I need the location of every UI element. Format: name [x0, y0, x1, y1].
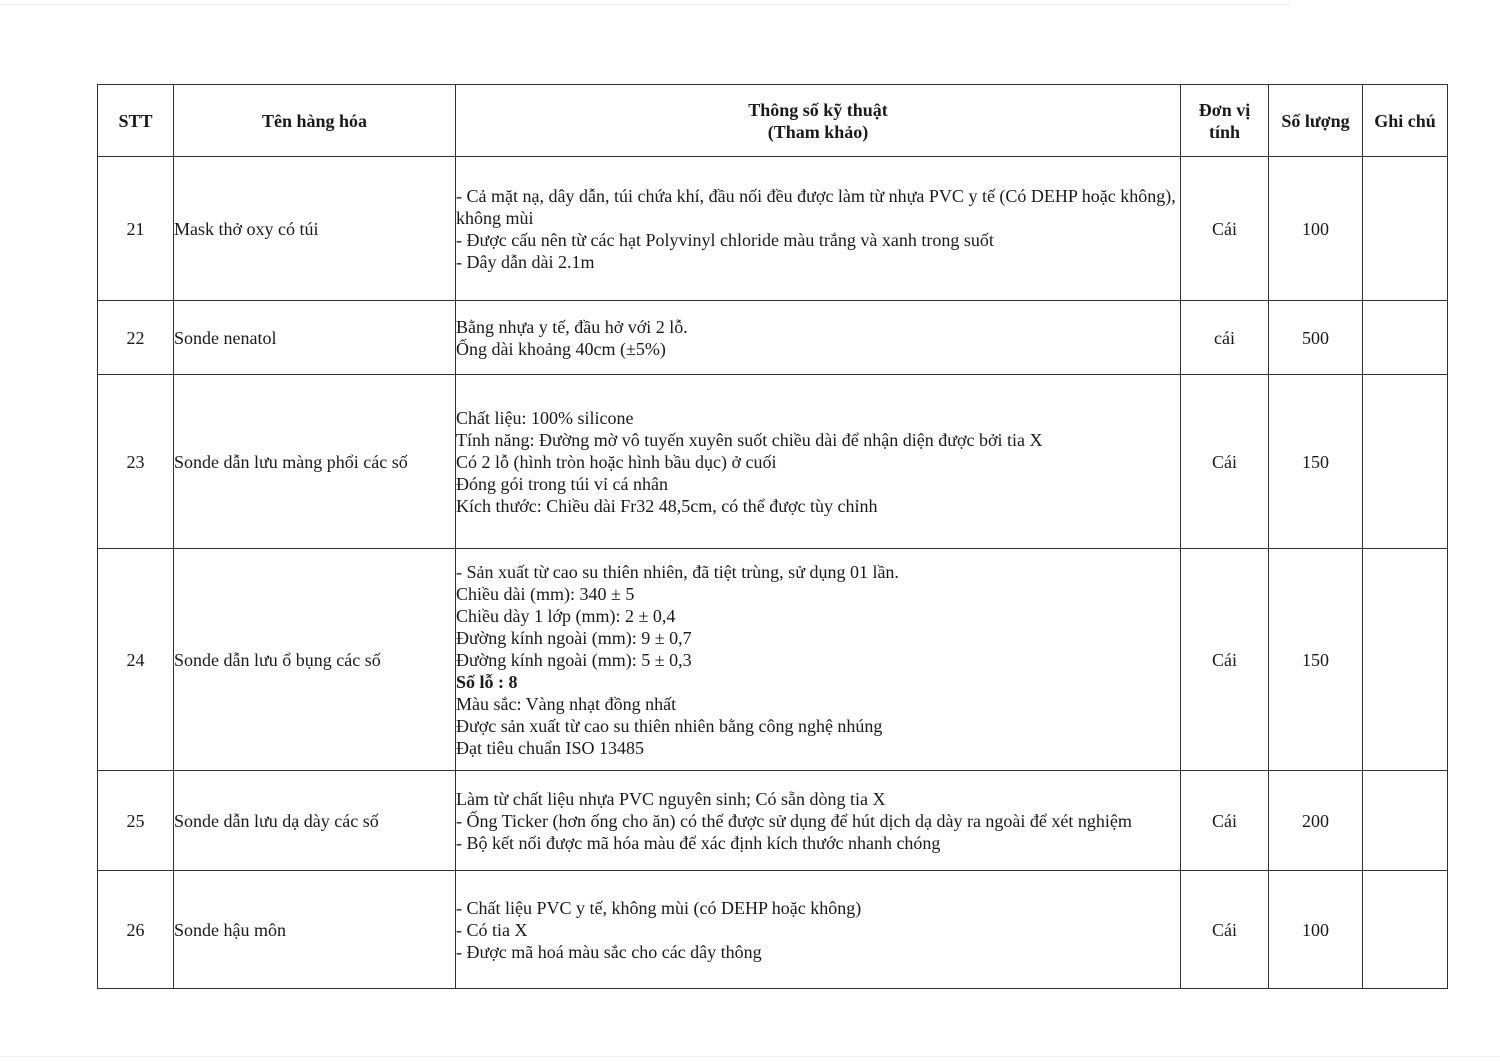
spec-line: Đóng gói trong túi vỉ cá nhân: [456, 473, 668, 494]
row-note: [1363, 871, 1448, 989]
table-row: [98, 549, 1448, 771]
row-spec: [456, 157, 1181, 301]
spec-line: Bằng nhựa y tế, đầu hở với 2 lỗ.: [456, 316, 688, 337]
header-stt: STT: [98, 85, 174, 157]
row-name: Sonde dẫn lưu màng phổi các số: [174, 375, 456, 549]
spec-line: - Dây dẫn dài 2.1m: [456, 251, 595, 272]
row-spec: [456, 375, 1181, 549]
row-spec: [456, 549, 1181, 771]
header-note: Ghi chú: [1363, 85, 1448, 157]
row-name: Sonde dẫn lưu dạ dày các số: [174, 771, 456, 871]
row-qty: 100: [1269, 157, 1363, 301]
spec-line: - Ống Ticker (hơn ống cho ăn) có thể được sử dụng để hút dịch dạ dày ra ngoài để xét nghiệm: [456, 810, 1132, 831]
row-unit: Cái: [1181, 871, 1269, 989]
row-note: [1363, 157, 1448, 301]
row-stt: 26: [98, 871, 174, 989]
row-stt: 25: [98, 771, 174, 871]
table-row: [98, 157, 1448, 301]
row-unit: Cái: [1181, 375, 1269, 549]
spec-line: - Chất liệu PVC y tế, không mùi (có DEHP hoặc không): [456, 897, 862, 918]
row-spec: [456, 771, 1181, 871]
row-name: Sonde hậu môn: [174, 871, 456, 989]
row-qty: 150: [1269, 375, 1363, 549]
header-spec: [456, 85, 1181, 157]
spec-line: Chiều dày 1 lớp (mm): 2 ± 0,4: [456, 605, 676, 626]
spec-line: Có 2 lỗ (hình tròn hoặc hình bầu dục) ở cuối: [456, 451, 777, 472]
table-row: [98, 301, 1448, 375]
row-note: [1363, 301, 1448, 375]
table-row: [98, 771, 1448, 871]
spec-line: - Sản xuất từ cao su thiên nhiên, đã tiệt trùng, sử dụng 01 lần.: [456, 561, 899, 582]
row-qty: 200: [1269, 771, 1363, 871]
row-note: [1363, 771, 1448, 871]
spec-line: Được sản xuất từ cao su thiên nhiên bằng công nghệ nhúng: [456, 715, 883, 736]
spec-line: - Cả mặt nạ, dây dẫn, túi chứa khí, đầu nối đều được làm từ nhựa PVC y tế (Có DEHP hoặc không), không mùi: [456, 185, 1176, 228]
spec-line: Đường kính ngoài (mm): 9 ± 0,7: [456, 627, 692, 648]
header-spec-line-1: Thông số kỹ thuật: [748, 99, 888, 120]
row-qty: 100: [1269, 871, 1363, 989]
header-name: Tên hàng hóa: [174, 85, 456, 157]
row-name: Mask thở oxy có túi: [174, 157, 456, 301]
row-spec: [456, 301, 1181, 375]
spec-line: Đường kính ngoài (mm): 5 ± 0,3: [456, 649, 692, 670]
table-row: [98, 375, 1448, 549]
row-note: [1363, 375, 1448, 549]
row-spec: [456, 871, 1181, 989]
spec-line: - Được mã hoá màu sắc cho các dây thông: [456, 941, 762, 962]
product-spec-table: [97, 84, 1448, 989]
top-divider: [0, 4, 1290, 5]
bottom-divider: [0, 1056, 1500, 1057]
header-unit-line-2: tính: [1208, 121, 1241, 142]
row-note: [1363, 549, 1448, 771]
spec-line: - Bộ kết nối được mã hóa màu để xác định kích thước nhanh chóng: [456, 832, 941, 853]
spec-line: Tính năng: Đường mờ vô tuyến xuyên suốt chiều dài để nhận diện được bởi tia X: [456, 429, 1043, 450]
spec-line: - Được cấu nên từ các hạt Polyvinyl chloride màu trắng và xanh trong suốt: [456, 229, 994, 250]
row-unit: cái: [1181, 301, 1269, 375]
header-unit-line-1: Đơn vị: [1198, 99, 1251, 120]
row-unit: Cái: [1181, 157, 1269, 301]
row-qty: 150: [1269, 549, 1363, 771]
spec-line: Chất liệu: 100% silicone: [456, 407, 634, 428]
row-unit: Cái: [1181, 549, 1269, 771]
spec-line: Màu sắc: Vàng nhạt đồng nhất: [456, 693, 677, 714]
spec-line: Kích thước: Chiều dài Fr32 48,5cm, có thể được tùy chỉnh: [456, 495, 878, 516]
row-stt: 22: [98, 301, 174, 375]
table-row: [98, 871, 1448, 989]
row-name: Sonde dẫn lưu ổ bụng các số: [174, 549, 456, 771]
row-stt: 23: [98, 375, 174, 549]
header-unit: [1181, 85, 1269, 157]
spec-line: Số lỗ : 8: [456, 671, 518, 692]
row-unit: Cái: [1181, 771, 1269, 871]
header-row: [98, 85, 1448, 157]
row-stt: 21: [98, 157, 174, 301]
spec-line: Chiều dài (mm): 340 ± 5: [456, 583, 635, 604]
row-qty: 500: [1269, 301, 1363, 375]
header-qty: Số lượng: [1269, 85, 1363, 157]
spec-line: Đạt tiêu chuẩn ISO 13485: [456, 737, 644, 758]
row-name: Sonde nenatol: [174, 301, 456, 375]
spec-line: - Có tia X: [456, 919, 528, 940]
spec-line: Làm từ chất liệu nhựa PVC nguyên sinh; Có sẵn dòng tia X: [456, 788, 886, 809]
row-stt: 24: [98, 549, 174, 771]
header-spec-line-2: (Tham khảo): [767, 121, 869, 142]
spec-line: Ống dài khoảng 40cm (±5%): [456, 338, 666, 359]
